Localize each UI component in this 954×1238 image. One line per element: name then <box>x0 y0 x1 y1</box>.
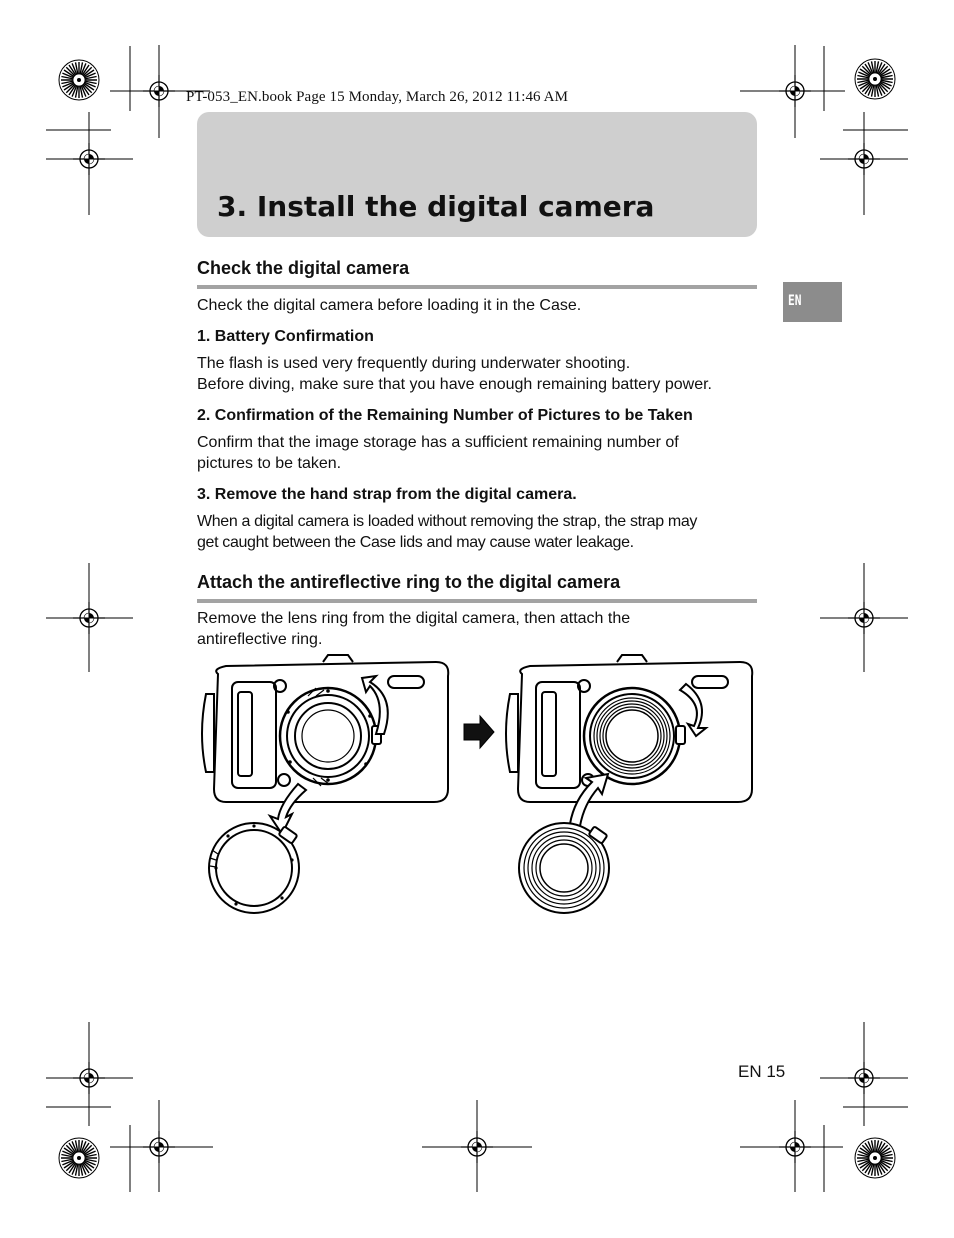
item-body-pictures <box>197 432 762 474</box>
body-line: Confirm that the image storage has a sufficient remaining number of <box>197 434 679 451</box>
body-line: The flash is used very frequently during underwater shooting. <box>197 355 631 372</box>
item-heading-battery: 1. Battery Confirmation <box>197 328 374 345</box>
page-title: 3. Install the digital camera <box>217 190 655 223</box>
body-line: antireflective ring. <box>197 631 323 648</box>
book-header: PT-053_EN.book Page 15 Monday, March 26, 2012 11:46 AM <box>186 89 569 105</box>
body-line: get caught between the Case lids and may cause water leakage. <box>197 534 634 551</box>
attach-body <box>197 608 762 650</box>
section-rule <box>197 599 757 603</box>
starburst-target-icon <box>855 1138 895 1178</box>
check-intro: Check the digital camera before loading it in the Case. <box>197 297 582 314</box>
item-heading-pictures: 2. Confirmation of the Remaining Number of Pictures to be Taken <box>197 407 693 424</box>
crop-mark-top-left <box>46 46 130 130</box>
starburst-target-icon <box>59 60 99 100</box>
antireflective-ring <box>519 823 609 913</box>
section-heading-attach: Attach the antireflective ring to the digital camera <box>197 572 621 592</box>
page-number: EN 15 <box>738 1062 786 1081</box>
section-rule <box>197 285 757 289</box>
camera-with-lens-ring <box>202 655 448 802</box>
lens-ring-removed <box>209 823 299 913</box>
body-line: When a digital camera is loaded without removing the strap, the strap may <box>197 513 698 530</box>
item-heading-strap: 3. Remove the hand strap from the digital camera. <box>197 486 577 503</box>
camera-with-antireflective-ring <box>506 655 752 802</box>
item-body-strap <box>197 511 762 553</box>
section-heading-check: Check the digital camera <box>197 258 410 278</box>
ring-exchange-illustration <box>198 654 758 922</box>
language-tab <box>783 282 842 322</box>
title-bar <box>197 112 757 237</box>
right-arrow-icon <box>464 716 494 748</box>
body-line: Before diving, make sure that you have enough remaining battery power. <box>197 376 712 393</box>
body-line: pictures to be taken. <box>197 455 342 472</box>
starburst-target-icon <box>855 59 895 99</box>
language-tab-label: EN <box>788 293 802 309</box>
body-line: Remove the lens ring from the digital camera, then attach the <box>197 610 631 627</box>
starburst-target-icon <box>59 1138 99 1178</box>
item-body-battery <box>197 353 762 395</box>
